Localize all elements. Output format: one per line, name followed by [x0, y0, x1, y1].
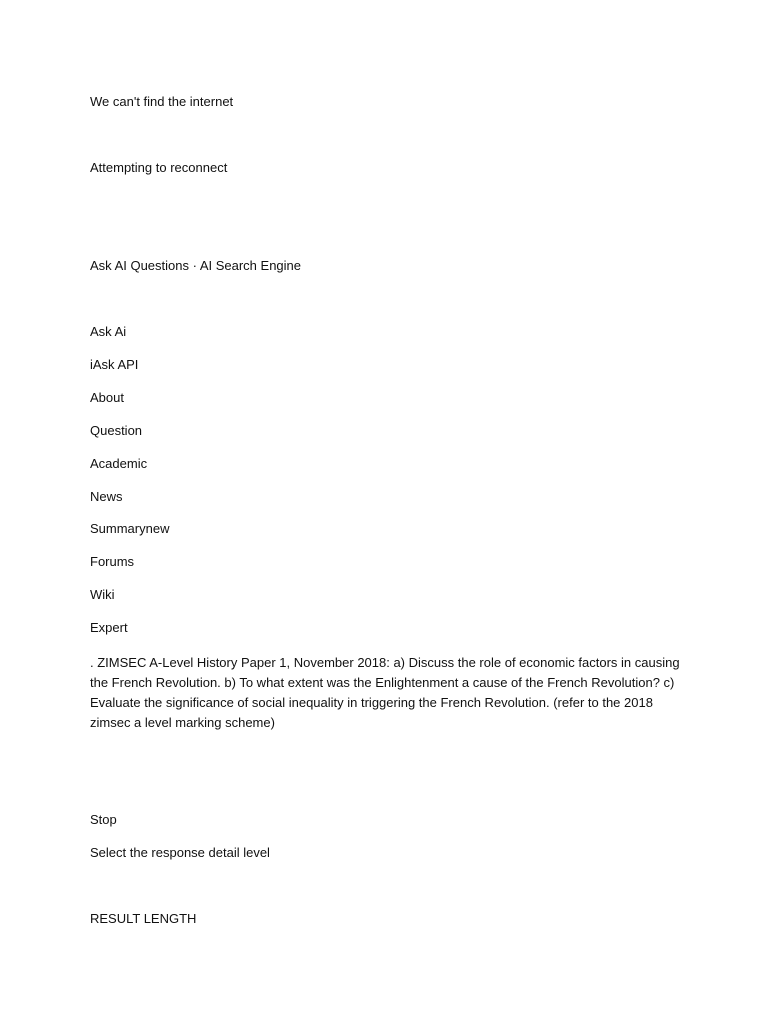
stop-button[interactable]: Stop — [90, 812, 117, 827]
nav-item-summarynew[interactable]: Summarynew — [90, 521, 170, 536]
detail-level-label: Select the response detail level — [90, 845, 270, 860]
nav-item-iask-api[interactable]: iAsk API — [90, 357, 139, 372]
nav-item-wiki[interactable]: Wiki — [90, 587, 115, 602]
nav-item-academic[interactable]: Academic — [90, 456, 148, 471]
nav-item-about[interactable]: About — [90, 390, 124, 405]
result-length-label: RESULT LENGTH — [90, 911, 197, 926]
nav-item-ask-ai[interactable]: Ask Ai — [90, 324, 127, 339]
nav-item-question[interactable]: Question — [90, 423, 143, 438]
offline-title: We can't find the internet — [90, 94, 234, 109]
query-text: . ZIMSEC A-Level History Paper 1, November 2018: a) Discuss the role of economic factors in causing the French Revolution. b) To what extent was the Enlightenment a cause of the French Revolution? c) Evaluate the significance of social inequality in triggering the French Revolution. (refer to the 2018 zimsec a level marking scheme) — [90, 655, 680, 730]
page-title: Ask AI Questions · AI Search Engine — [90, 258, 302, 273]
nav-item-news[interactable]: News — [90, 489, 123, 504]
reconnect-status: Attempting to reconnect — [90, 160, 228, 175]
nav-item-forums[interactable]: Forums — [90, 554, 135, 569]
nav-item-expert[interactable]: Expert — [90, 620, 128, 635]
